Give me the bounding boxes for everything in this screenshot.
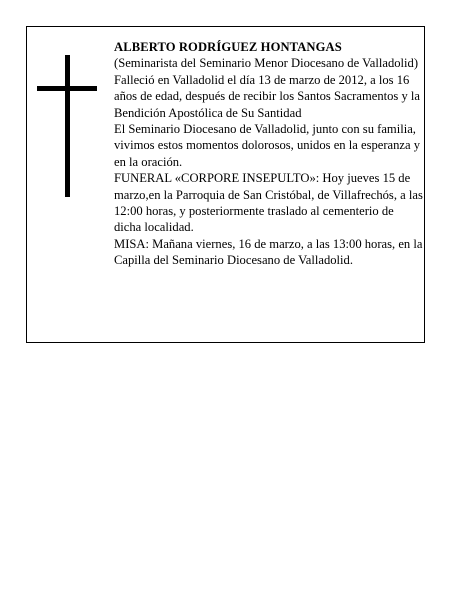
cross-icon xyxy=(37,55,97,197)
deceased-name: ALBERTO RODRÍGUEZ HONTANGAS xyxy=(114,40,342,54)
cross-horizontal-bar xyxy=(37,86,97,91)
funeral-details: FUNERAL «CORPORE INSEPULTO»: Hoy jueves 15 de marzo,en la Parroquia de San Cristóbal, de Villafrechós, a las 12:00 horas, y posteriormente traslado al cementerio de dicha localidad. xyxy=(114,171,423,235)
notice-text xyxy=(114,39,424,269)
cross-vertical-bar xyxy=(65,55,70,197)
mass-details: MISA: Mañana viernes, 16 de marzo, a las 13:00 horas, en la Capilla del Seminario Diocesano de Valladolid. xyxy=(114,236,423,268)
deceased-role: (Seminarista del Seminario Menor Diocesano de Valladolid) xyxy=(114,56,419,71)
family-message: El Seminario Diocesano de Valladolid, junto con su familia, vivimos estos momentos dolorosos, unidos en la esperanza y en la oración. xyxy=(114,122,421,169)
death-details: Falleció en Valladolid el día 13 de marzo de 2012, a los 16 años de edad, después de recibir los Santos Sacramentos y la Bendición Apostólica de Su Santidad xyxy=(114,72,421,120)
obituary-notice xyxy=(26,26,425,343)
